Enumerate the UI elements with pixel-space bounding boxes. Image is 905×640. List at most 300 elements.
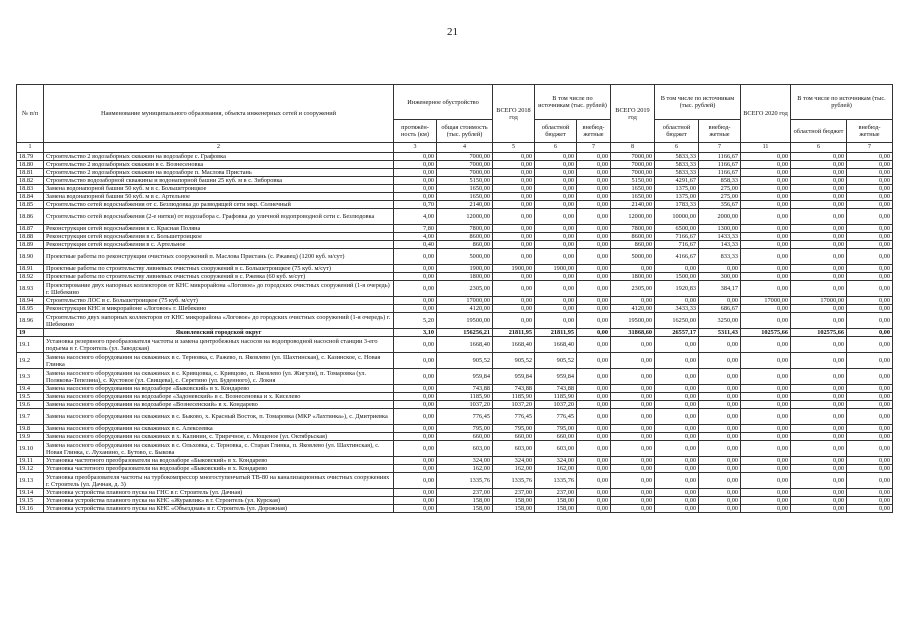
row-value: 8600,00 xyxy=(611,233,655,241)
row-value: 0,00 xyxy=(577,209,611,225)
row-value: 1650,00 xyxy=(437,185,493,193)
row-value: 324,00 xyxy=(535,457,577,465)
row-value: 0,00 xyxy=(847,273,893,281)
row-value: 21811,95 xyxy=(493,329,535,337)
row-value: 686,67 xyxy=(699,305,741,313)
row-value: 0,00 xyxy=(394,505,437,513)
row-value: 1335,76 xyxy=(493,473,535,489)
row-value: 0,00 xyxy=(791,281,847,297)
column-number: 3 xyxy=(394,143,437,153)
row-value: 237,00 xyxy=(437,489,493,497)
row-value: 0,00 xyxy=(741,433,791,441)
row-value: 0,00 xyxy=(394,193,437,201)
row-value: 0,00 xyxy=(791,369,847,385)
row-value: 0,00 xyxy=(847,369,893,385)
row-value: 0,00 xyxy=(847,393,893,401)
row-value: 0,00 xyxy=(741,313,791,329)
column-number: 8 xyxy=(611,143,655,153)
row-value: 0,00 xyxy=(847,433,893,441)
row-value: 1500,00 xyxy=(655,273,699,281)
row-value: 0,00 xyxy=(493,233,535,241)
table-row xyxy=(17,297,893,305)
row-value: 743,88 xyxy=(493,385,535,393)
row-value: 0,00 xyxy=(847,329,893,337)
row-value: 0,00 xyxy=(394,433,437,441)
row-number: 19.4 xyxy=(17,385,44,393)
row-value: 0,00 xyxy=(611,433,655,441)
row-value: 0,00 xyxy=(791,393,847,401)
row-value: 0,00 xyxy=(655,505,699,513)
row-value: 0,00 xyxy=(741,465,791,473)
row-value: 0,00 xyxy=(394,465,437,473)
table-row xyxy=(17,489,893,497)
row-value: 0,00 xyxy=(847,161,893,169)
row-number: 19.13 xyxy=(17,473,44,489)
row-value: 0,00 xyxy=(741,161,791,169)
row-value: 0,00 xyxy=(394,473,437,489)
row-value: 0,00 xyxy=(493,153,535,161)
table-row xyxy=(17,425,893,433)
row-value: 19500,00 xyxy=(437,313,493,329)
row-name: Реконструкция сетей водоснабжения в с. Артельное xyxy=(44,241,394,249)
row-value: 743,88 xyxy=(535,385,577,393)
table-row xyxy=(17,241,893,249)
row-value: 0,00 xyxy=(741,505,791,513)
row-value: 0,00 xyxy=(791,425,847,433)
row-number: 19.11 xyxy=(17,457,44,465)
row-number: 18.96 xyxy=(17,313,44,329)
row-name: Строительство сетей водоснабжения (2-е нитки) от водозабора с. Графовка до уличной водопроводной сети с. Безлюдовка xyxy=(44,209,394,225)
row-value: 0,00 xyxy=(655,409,699,425)
row-value: 0,00 xyxy=(699,337,741,353)
row-value: 0,00 xyxy=(791,313,847,329)
row-value: 7000,00 xyxy=(611,169,655,177)
row-value: 0,00 xyxy=(577,337,611,353)
row-value: 0,00 xyxy=(493,225,535,233)
row-value: 0,00 xyxy=(791,233,847,241)
row-value: 0,00 xyxy=(791,353,847,369)
row-value: 0,00 xyxy=(655,297,699,305)
row-value: 0,00 xyxy=(394,161,437,169)
row-value: 0,00 xyxy=(741,425,791,433)
row-number: 19.6 xyxy=(17,401,44,409)
row-value: 0,00 xyxy=(535,193,577,201)
row-value: 0,00 xyxy=(699,465,741,473)
row-value: 0,40 xyxy=(394,241,437,249)
row-value: 0,00 xyxy=(577,201,611,209)
row-value: 0,00 xyxy=(699,489,741,497)
row-value: 0,00 xyxy=(847,489,893,497)
row-value: 1185,90 xyxy=(493,393,535,401)
row-name: Замена насосного оборудования на скважинах в с. Кривцовка, с. Кривцово, п. Яковлево (ул. Жигули), п. Томаровка (ул. Полякова-Тепезина), с. Кустовое (ул. Свищева), с. Серетино (ул. Буденного), с. Локня xyxy=(44,369,394,385)
row-name: Установка устройства плавного пуска на КНС «Журавлик» в г. Строитель (ул. Курская) xyxy=(44,497,394,505)
row-value: 0,00 xyxy=(791,305,847,313)
row-name: Строительство сетей водоснабжения от с. Безлюдовка до разводящей сети мкр. Солнечный xyxy=(44,201,394,209)
row-number: 18.93 xyxy=(17,281,44,297)
table-row xyxy=(17,329,893,337)
row-value: 0,00 xyxy=(741,369,791,385)
row-value: 0,00 xyxy=(577,497,611,505)
row-value: 3433,33 xyxy=(655,305,699,313)
row-number: 18.85 xyxy=(17,201,44,209)
row-number: 18.95 xyxy=(17,305,44,313)
row-value: 0,00 xyxy=(847,353,893,369)
row-value: 0,00 xyxy=(847,169,893,177)
row-number: 18.83 xyxy=(17,185,44,193)
row-value: 0,00 xyxy=(577,401,611,409)
row-value: 1783,33 xyxy=(655,201,699,209)
row-value: 0,00 xyxy=(699,433,741,441)
row-value: 2000,00 xyxy=(699,209,741,225)
row-value: 0,00 xyxy=(611,353,655,369)
row-value: 300,00 xyxy=(699,273,741,281)
row-value: 660,00 xyxy=(535,433,577,441)
row-value: 0,00 xyxy=(741,305,791,313)
row-value: 0,00 xyxy=(791,465,847,473)
row-value: 0,00 xyxy=(741,337,791,353)
table-row xyxy=(17,233,893,241)
table-row xyxy=(17,249,893,265)
column-number-row xyxy=(17,143,893,153)
row-number: 18.80 xyxy=(17,161,44,169)
row-value: 905,52 xyxy=(535,353,577,369)
row-name: Замена насосного оборудования на водозаборе «Вознесенский» в х. Кондарево xyxy=(44,401,394,409)
row-value: 0,00 xyxy=(577,409,611,425)
row-value: 0,00 xyxy=(741,185,791,193)
row-value: 0,00 xyxy=(394,337,437,353)
column-number: 6 xyxy=(791,143,847,153)
row-value: 0,00 xyxy=(611,465,655,473)
data-table xyxy=(16,84,893,513)
row-value: 959,84 xyxy=(535,369,577,385)
row-value: 0,70 xyxy=(394,201,437,209)
row-value: 1185,90 xyxy=(535,393,577,401)
table-row xyxy=(17,505,893,513)
row-value: 7,80 xyxy=(394,225,437,233)
row-value: 384,17 xyxy=(699,281,741,297)
row-value: 3250,00 xyxy=(699,313,741,329)
row-value: 0,00 xyxy=(847,425,893,433)
row-value: 0,00 xyxy=(741,281,791,297)
row-value: 356,67 xyxy=(699,201,741,209)
row-value: 0,00 xyxy=(577,369,611,385)
row-value: 4166,67 xyxy=(655,249,699,265)
column-number: 7 xyxy=(577,143,611,153)
row-value: 1650,00 xyxy=(611,185,655,193)
column-number: 4 xyxy=(437,143,493,153)
row-value: 0,00 xyxy=(577,473,611,489)
row-value: 0,00 xyxy=(791,337,847,353)
table-row xyxy=(17,409,893,425)
header-regional-2020: областной бюджет xyxy=(791,120,847,143)
row-value: 0,00 xyxy=(535,177,577,185)
row-value: 776,45 xyxy=(535,409,577,425)
row-value: 0,00 xyxy=(699,265,741,273)
row-value: 795,00 xyxy=(535,425,577,433)
row-value: 0,00 xyxy=(577,249,611,265)
row-value: 0,00 xyxy=(655,337,699,353)
row-value: 4120,00 xyxy=(437,305,493,313)
row-value: 0,00 xyxy=(741,193,791,201)
row-value: 0,00 xyxy=(655,385,699,393)
table-row xyxy=(17,353,893,369)
row-name: Яковлевский городской округ xyxy=(44,329,394,337)
row-value: 0,00 xyxy=(847,305,893,313)
row-value: 0,00 xyxy=(699,497,741,505)
table-row xyxy=(17,185,893,193)
table-row xyxy=(17,305,893,313)
row-value: 21811,95 xyxy=(535,329,577,337)
row-number: 18.91 xyxy=(17,265,44,273)
row-value: 0,00 xyxy=(535,201,577,209)
row-value: 0,00 xyxy=(611,401,655,409)
row-name: Замена водонапорной башни 50 куб. м в с. Большетроицкое xyxy=(44,185,394,193)
row-value: 0,00 xyxy=(655,353,699,369)
row-value: 858,33 xyxy=(699,177,741,185)
row-value: 603,00 xyxy=(437,441,493,457)
row-value: 158,00 xyxy=(437,505,493,513)
row-number: 19.16 xyxy=(17,505,44,513)
row-value: 0,00 xyxy=(741,441,791,457)
row-number: 18.81 xyxy=(17,169,44,177)
header-incl-2019: В том числе по источникам (тыс. рублей) xyxy=(655,85,741,120)
row-value: 0,00 xyxy=(394,425,437,433)
row-value: 1900,00 xyxy=(493,265,535,273)
row-value: 5833,33 xyxy=(655,161,699,169)
row-value: 0,00 xyxy=(847,249,893,265)
row-value: 1037,20 xyxy=(493,401,535,409)
header-regional-2018: областной бюджет xyxy=(535,120,577,143)
row-value: 660,00 xyxy=(437,433,493,441)
row-value: 0,00 xyxy=(611,441,655,457)
row-value: 2140,00 xyxy=(437,201,493,209)
row-value: 0,00 xyxy=(577,393,611,401)
row-value: 0,00 xyxy=(699,473,741,489)
row-value: 0,00 xyxy=(535,185,577,193)
row-value: 0,00 xyxy=(741,169,791,177)
table-row xyxy=(17,393,893,401)
row-number: 18.90 xyxy=(17,249,44,265)
table-row xyxy=(17,281,893,297)
row-value: 0,00 xyxy=(493,185,535,193)
row-number: 19.3 xyxy=(17,369,44,385)
row-value: 158,00 xyxy=(535,505,577,513)
row-value: 0,00 xyxy=(741,209,791,225)
row-value: 0,00 xyxy=(655,393,699,401)
row-value: 0,00 xyxy=(493,209,535,225)
row-value: 0,00 xyxy=(741,353,791,369)
row-value: 7166,67 xyxy=(655,233,699,241)
row-value: 0,00 xyxy=(394,265,437,273)
row-number: 18.86 xyxy=(17,209,44,225)
row-value: 0,00 xyxy=(611,385,655,393)
table-row xyxy=(17,369,893,385)
row-value: 1037,20 xyxy=(535,401,577,409)
row-value: 0,00 xyxy=(394,169,437,177)
row-number: 18.79 xyxy=(17,153,44,161)
row-number: 18.94 xyxy=(17,297,44,305)
row-value: 0,00 xyxy=(577,241,611,249)
table-row xyxy=(17,337,893,353)
row-number: 18.88 xyxy=(17,233,44,241)
row-value: 158,00 xyxy=(493,505,535,513)
row-value: 0,00 xyxy=(611,369,655,385)
row-value: 0,00 xyxy=(535,273,577,281)
row-value: 0,00 xyxy=(394,497,437,505)
row-name: Реконструкция сетей водоснабжения в с. Большетроицкое xyxy=(44,233,394,241)
row-value: 0,00 xyxy=(741,273,791,281)
row-value: 17000,00 xyxy=(741,297,791,305)
row-value: 0,00 xyxy=(741,225,791,233)
row-name: Проектные работы по строительству ливневых очистных сооружений в с. Ржевка (60 куб. м/сут) xyxy=(44,273,394,281)
row-value: 2305,00 xyxy=(437,281,493,297)
row-value: 0,00 xyxy=(394,489,437,497)
row-name: Замена насосного оборудования на водозаборе «Быковский» в х. Кондарево xyxy=(44,385,394,393)
row-value: 0,00 xyxy=(741,393,791,401)
row-value: 1650,00 xyxy=(611,193,655,201)
row-value: 0,00 xyxy=(847,465,893,473)
row-value: 16250,00 xyxy=(655,313,699,329)
row-value: 959,84 xyxy=(493,369,535,385)
row-value: 0,00 xyxy=(535,153,577,161)
row-value: 4,00 xyxy=(394,233,437,241)
header-length: протяжён-ность (км) xyxy=(394,120,437,143)
row-number: 19.5 xyxy=(17,393,44,401)
row-value: 0,00 xyxy=(791,401,847,409)
row-name: Замена насосного оборудования на скважинах в с. Ольховка, с. Терновка, с. Старая Глинка, п. Яковлево (ул. Шахтинская), с. Новая Глинка, с. Луханино, с. Бутово, с. Быкова xyxy=(44,441,394,457)
row-value: 0,00 xyxy=(791,161,847,169)
row-number: 19.7 xyxy=(17,409,44,425)
row-value: 0,00 xyxy=(535,305,577,313)
row-name: Установка резервного преобразователя частоты и замена центробежных насосов на водопроводной насосной станции 3-его подъема в г. Строитель (ул. Заводская) xyxy=(44,337,394,353)
row-value: 0,00 xyxy=(394,273,437,281)
row-value: 0,00 xyxy=(699,297,741,305)
row-value: 0,00 xyxy=(577,273,611,281)
row-value: 102575,66 xyxy=(791,329,847,337)
header-eng: Инженерное обустройство xyxy=(394,85,493,120)
row-value: 0,00 xyxy=(655,497,699,505)
table-row xyxy=(17,433,893,441)
row-value: 0,00 xyxy=(535,209,577,225)
header-regional-2019: областной бюджет xyxy=(655,120,699,143)
column-number: 5 xyxy=(493,143,535,153)
row-value: 0,00 xyxy=(741,473,791,489)
row-value: 603,00 xyxy=(493,441,535,457)
row-value: 0,00 xyxy=(791,169,847,177)
row-number: 19.14 xyxy=(17,489,44,497)
row-value: 0,00 xyxy=(699,369,741,385)
row-value: 0,00 xyxy=(493,297,535,305)
row-value: 1433,33 xyxy=(699,233,741,241)
row-value: 12000,00 xyxy=(611,209,655,225)
row-name: Строительство 2 водозаборных скважин на водозаборе с. Графовка xyxy=(44,153,394,161)
row-value: 0,00 xyxy=(741,153,791,161)
row-value: 0,00 xyxy=(394,249,437,265)
row-name: Проектные работы по реконструкции очистных сооружений п. Маслова Пристань (с. Ржавец) (1200 куб. м/сут) xyxy=(44,249,394,265)
row-value: 743,88 xyxy=(437,385,493,393)
row-value: 0,00 xyxy=(741,385,791,393)
row-name: Установка устройства плавного пуска на ГНС в г. Строитель (ул. Дачная) xyxy=(44,489,394,497)
row-name: Установка частотного преобразователя на водозаборе «Быковский» в х. Кондарево xyxy=(44,465,394,473)
row-value: 0,00 xyxy=(577,329,611,337)
column-number: 7 xyxy=(847,143,893,153)
row-value: 2140,00 xyxy=(611,201,655,209)
row-value: 0,00 xyxy=(577,313,611,329)
row-value: 0,00 xyxy=(847,385,893,393)
row-value: 0,00 xyxy=(655,265,699,273)
row-number: 19.12 xyxy=(17,465,44,473)
row-value: 1375,00 xyxy=(655,193,699,201)
row-value: 0,00 xyxy=(791,409,847,425)
row-value: 0,00 xyxy=(577,225,611,233)
row-value: 0,00 xyxy=(394,401,437,409)
row-value: 0,00 xyxy=(791,441,847,457)
row-value: 0,00 xyxy=(741,177,791,185)
row-value: 0,00 xyxy=(741,201,791,209)
table-row xyxy=(17,465,893,473)
row-value: 0,00 xyxy=(577,433,611,441)
row-value: 0,00 xyxy=(847,337,893,353)
column-number: 7 xyxy=(699,143,741,153)
row-value: 0,00 xyxy=(493,249,535,265)
row-value: 0,00 xyxy=(535,249,577,265)
row-name: Замена насосного оборудования на скважинах в с. Быково, х. Красный Восток, п. Томаровка (МКР «Лахтинка»), с. Дмитриевка xyxy=(44,409,394,425)
row-value: 162,00 xyxy=(493,465,535,473)
row-value: 0,00 xyxy=(493,273,535,281)
row-name: Строительство ЛОС в с. Большетроицкое (75 куб. м/сут) xyxy=(44,297,394,305)
row-value: 5150,00 xyxy=(611,177,655,185)
row-value: 237,00 xyxy=(493,489,535,497)
row-value: 0,00 xyxy=(655,465,699,473)
row-value: 0,00 xyxy=(611,409,655,425)
row-value: 0,00 xyxy=(847,209,893,225)
table-row xyxy=(17,473,893,489)
row-value: 0,00 xyxy=(577,425,611,433)
row-number: 18.82 xyxy=(17,177,44,185)
table-row xyxy=(17,313,893,329)
table-row xyxy=(17,193,893,201)
row-value: 0,00 xyxy=(741,241,791,249)
row-value: 0,00 xyxy=(577,465,611,473)
row-number: 18.92 xyxy=(17,273,44,281)
table-row xyxy=(17,201,893,209)
row-value: 0,00 xyxy=(847,225,893,233)
row-value: 158,00 xyxy=(535,497,577,505)
row-name: Строительство водозаборной скважины и водонапорной башни 25 куб. м в с. Зиборовка xyxy=(44,177,394,185)
page-number: 21 xyxy=(447,26,458,38)
row-value: 0,00 xyxy=(847,265,893,273)
table-row xyxy=(17,161,893,169)
row-value: 0,00 xyxy=(394,281,437,297)
header-total-2018: ВСЕГО 2018 год xyxy=(493,85,535,143)
table-row xyxy=(17,225,893,233)
header-total-2019: ВСЕГО 2019 год xyxy=(611,85,655,143)
row-value: 5311,43 xyxy=(699,329,741,337)
row-value: 5833,33 xyxy=(655,169,699,177)
row-number: 18.89 xyxy=(17,241,44,249)
row-value: 8600,00 xyxy=(437,233,493,241)
row-value: 0,00 xyxy=(791,209,847,225)
row-value: 0,00 xyxy=(493,305,535,313)
row-value: 0,00 xyxy=(535,225,577,233)
row-value: 860,00 xyxy=(611,241,655,249)
header-name: Наименование муниципального образования, объекта инженерных сетей и сооружений xyxy=(44,85,394,143)
row-value: 1800,00 xyxy=(437,273,493,281)
row-value: 1900,00 xyxy=(535,265,577,273)
row-value: 324,00 xyxy=(437,457,493,465)
row-value: 7000,00 xyxy=(437,169,493,177)
row-value: 833,33 xyxy=(699,249,741,265)
